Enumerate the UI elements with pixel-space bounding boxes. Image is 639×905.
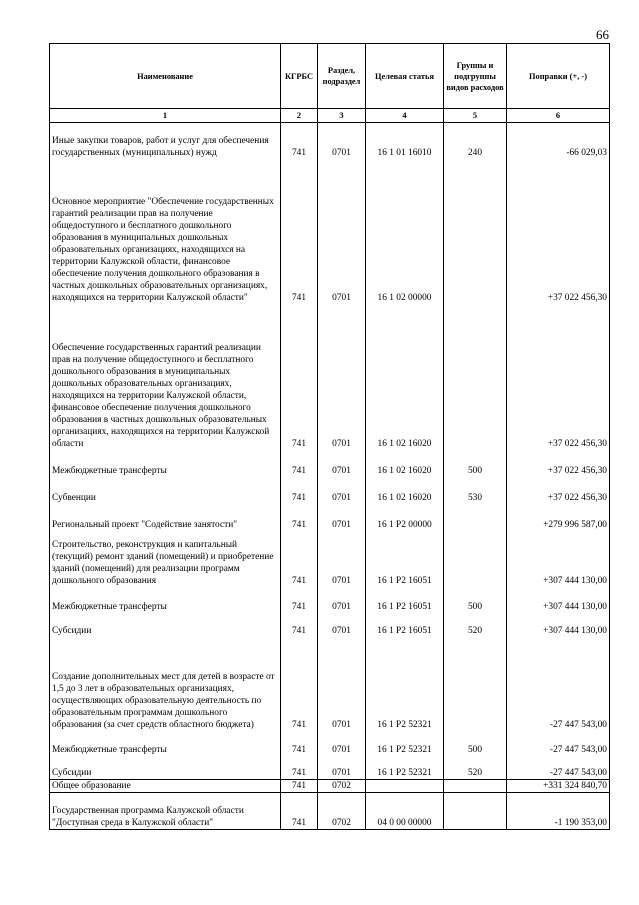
table-row [50, 123, 610, 159]
header-number: 5 [444, 109, 507, 123]
table-row [50, 477, 610, 504]
header-row [50, 44, 610, 109]
row-amount: +307 444 130,00 [507, 531, 610, 587]
row-section: 0701 [318, 613, 366, 637]
row-section: 0701 [318, 637, 366, 731]
table-row [50, 731, 610, 756]
table-row [50, 756, 610, 780]
header-number: 3 [318, 109, 366, 123]
header-target-article: Целевая статья [366, 44, 444, 109]
row-name: Иные закупки товаров, работ и услуг для обеспечения государственных (муниципальных) нужд [50, 123, 281, 159]
header-kgrbs: КГРБС [281, 44, 318, 109]
table-row [50, 637, 610, 731]
row-expense-group: 500 [444, 731, 507, 756]
row-amount: +37 022 456,30 [507, 477, 610, 504]
row-target-article: 16 1 P2 16051 [366, 587, 444, 613]
header-amendments: Поправки (+, -) [507, 44, 610, 109]
row-expense-group [444, 304, 507, 450]
row-target-article: 16 1 P2 16051 [366, 531, 444, 587]
row-amount: +307 444 130,00 [507, 587, 610, 613]
row-target-article: 16 1 P2 52321 [366, 731, 444, 756]
row-target-article: 16 1 P2 16051 [366, 613, 444, 637]
table-row [50, 450, 610, 477]
row-kgrbs: 741 [281, 531, 318, 587]
table-row [50, 159, 610, 304]
row-name: Межбюджетные трансферты [50, 450, 281, 477]
row-kgrbs: 741 [281, 450, 318, 477]
row-section: 0701 [318, 159, 366, 304]
row-target-article: 16 1 02 16020 [366, 477, 444, 504]
row-amount: +37 022 456,30 [507, 450, 610, 477]
row-kgrbs: 741 [281, 477, 318, 504]
header-number: 2 [281, 109, 318, 123]
row-kgrbs: 741 [281, 504, 318, 531]
row-expense-group: 530 [444, 477, 507, 504]
row-kgrbs: 741 [281, 159, 318, 304]
header-expense-groups: Группы и подгруппы видов расходов [444, 44, 507, 109]
row-section: 0701 [318, 450, 366, 477]
row-amount: -66 029,03 [507, 123, 610, 159]
row-expense-group: 500 [444, 450, 507, 477]
row-kgrbs: 741 [281, 304, 318, 450]
row-kgrbs: 741 [281, 731, 318, 756]
row-target-article: 16 1 01 16010 [366, 123, 444, 159]
row-target-article: 16 1 P2 52321 [366, 637, 444, 731]
row-section: 0701 [318, 531, 366, 587]
row-amount: -27 447 543,00 [507, 637, 610, 731]
row-target-article [366, 780, 444, 793]
row-target-article: 16 1 02 16020 [366, 304, 444, 450]
row-name: Создание дополнительных мест для детей в возрасте от 1,5 до 3 лет в образовательных организациях, осуществляющих образовательную деятельность по образовательным программам дошкольного образования (за счет средств областного бюджета) [50, 637, 281, 731]
row-section: 0701 [318, 587, 366, 613]
row-amount: +331 324 840,70 [507, 780, 610, 793]
header-number: 4 [366, 109, 444, 123]
row-expense-group [444, 504, 507, 531]
row-name: Субсидии [50, 613, 281, 637]
row-section: 0701 [318, 504, 366, 531]
row-kgrbs: 741 [281, 637, 318, 731]
row-amount: -1 190 353,00 [507, 793, 610, 830]
table-row [50, 613, 610, 637]
row-expense-group [444, 637, 507, 731]
row-expense-group: 240 [444, 123, 507, 159]
row-expense-group [444, 531, 507, 587]
row-amount: +279 996 587,00 [507, 504, 610, 531]
header-number: 1 [50, 109, 281, 123]
row-section: 0702 [318, 780, 366, 793]
header-number: 6 [507, 109, 610, 123]
row-section: 0701 [318, 477, 366, 504]
row-expense-group: 520 [444, 613, 507, 637]
row-amount: +307 444 130,00 [507, 613, 610, 637]
table-row [50, 504, 610, 531]
table-row [50, 587, 610, 613]
row-section: 0701 [318, 731, 366, 756]
row-section: 0701 [318, 756, 366, 780]
budget-amendments-table [49, 43, 610, 830]
row-expense-group: 500 [444, 587, 507, 613]
row-amount: -27 447 543,00 [507, 731, 610, 756]
row-kgrbs: 741 [281, 780, 318, 793]
row-name: Строительство, реконструкция и капитальный (текущий) ремонт зданий (помещений) и приобретение зданий (помещений) для реализации программ дошкольного образования [50, 531, 281, 587]
table-row [50, 780, 610, 793]
row-target-article: 16 1 02 16020 [366, 450, 444, 477]
table-row [50, 793, 610, 830]
row-kgrbs: 741 [281, 756, 318, 780]
table-row [50, 304, 610, 450]
row-section: 0701 [318, 123, 366, 159]
row-target-article: 16 1 P2 52321 [366, 756, 444, 780]
row-name: Обеспечение государственных гарантий реализации прав на получение общедоступного и бесплатного дошкольного образования в муниципальных дошкольных образовательных организациях, находящихся на территории Калужской области, финансовое обеспечение получения дошкольного образования в частных дошкольных образовательных организациях, находящихся на территории Калужской области [50, 304, 281, 450]
row-target-article: 04 0 00 00000 [366, 793, 444, 830]
row-expense-group [444, 159, 507, 304]
row-kgrbs: 741 [281, 793, 318, 830]
row-name: Государственная программа Калужской области "Доступная среда в Калужской области" [50, 793, 281, 830]
row-name: Основное мероприятие "Обеспечение государственных гарантий реализации прав на получение общедоступного и бесплатного дошкольного образования в муниципальных дошкольных образовательных организациях, находящихся на территории Калужской области, финансовое обеспечение получения дошкольного образования в частных дошкольных образовательных организациях, находящихся на территории Калужской области" [50, 159, 281, 304]
header-section: Раздел, подраздел [318, 44, 366, 109]
row-target-article: 16 1 P2 00000 [366, 504, 444, 531]
row-name: Межбюджетные трансферты [50, 587, 281, 613]
row-expense-group [444, 793, 507, 830]
row-kgrbs: 741 [281, 123, 318, 159]
row-section: 0702 [318, 793, 366, 830]
row-name: Региональный проект "Содействие занятости" [50, 504, 281, 531]
row-kgrbs: 741 [281, 587, 318, 613]
row-target-article: 16 1 02 00000 [366, 159, 444, 304]
header-name: Наименование [50, 44, 281, 109]
row-expense-group [444, 780, 507, 793]
row-name: Субсидии [50, 756, 281, 780]
row-section: 0701 [318, 304, 366, 450]
row-name: Субвенции [50, 477, 281, 504]
row-kgrbs: 741 [281, 613, 318, 637]
page-number: 66 [596, 27, 609, 42]
row-amount: +37 022 456,30 [507, 159, 610, 304]
row-expense-group: 520 [444, 756, 507, 780]
row-amount: +37 022 456,30 [507, 304, 610, 450]
table-row [50, 531, 610, 587]
row-name: Общее образование [50, 780, 281, 793]
row-name: Межбюджетные трансферты [50, 731, 281, 756]
header-number-row [50, 109, 610, 123]
row-amount: -27 447 543,00 [507, 756, 610, 780]
